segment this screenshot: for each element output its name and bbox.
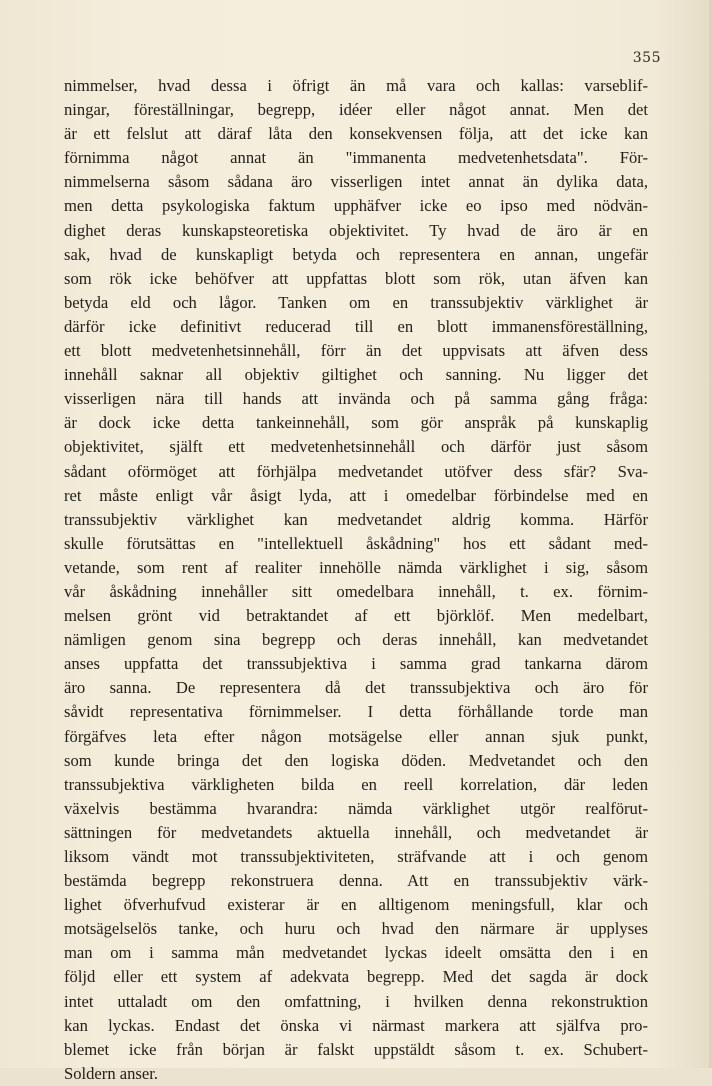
text-line: transsubjektiv värklighet kan medvetandet aldrig komma. Härför bbox=[64, 509, 648, 529]
text-line: sättningen för medvetandets aktuella innehåll, och medvetandet är bbox=[64, 822, 648, 842]
text-line: skulle förutsättas en "intellektuell åskådning" hos ett sådant med- bbox=[64, 533, 648, 553]
text-line: ett blott medvetenhetsinnehåll, förr än det uppvisats att äfven dess bbox=[64, 341, 648, 361]
text-line: är ett felslut att däraf låta den konsekvensen följa, att det icke kan bbox=[64, 124, 648, 144]
text-line: melsen grönt vid betraktandet af ett björklöf. Men medelbart, bbox=[64, 606, 648, 626]
text-line: dighet deras kunskapsteoretiska objektivitet. Ty hvad de äro är en bbox=[64, 220, 648, 240]
text-line: anses uppfatta det transsubjektiva i samma grad tankarna därom bbox=[64, 654, 648, 674]
text-line: man om i samma mån medvetandet lyckas ideelt omsätta den i en bbox=[64, 943, 648, 963]
text-line: transsubjektiva värkligheten bilda en reell korrelation, där leden bbox=[64, 774, 648, 794]
text-line: innehåll saknar all objektiv giltighet och sanning. Nu ligger det bbox=[64, 365, 648, 385]
text-line: lighet öfverhufvud existerar är en alltigenom meningsfull, klar och bbox=[64, 895, 648, 915]
text-line: kan lyckas. Endast det önska vi närmast markera att själfva pro- bbox=[64, 1015, 648, 1035]
text-line: liksom vändt mot transsubjektiviteten, sträfvande att i och genom bbox=[64, 847, 648, 866]
text-line: blemet icke från början är falskt uppstäldt såsom t. ex. Schubert- bbox=[64, 1039, 648, 1059]
text-line: förnimma något annat än "immanenta medvetenhetsdata". För- bbox=[64, 148, 648, 168]
text-line: Soldern anser. bbox=[64, 1063, 159, 1083]
text-line: motsägelselös tanke, och huru och hvad den närmare är upplyses bbox=[64, 919, 648, 939]
text-line: nimmelserna såsom sådana äro visserligen intet annat än dylika data, bbox=[64, 172, 648, 192]
text-line: bestämda begrepp rekonstruera denna. Att en transsubjektiv värk- bbox=[64, 871, 648, 891]
page-number: 355 bbox=[632, 50, 661, 66]
text-line: är dock icke detta tankeinnehåll, som gör anspråk på kunskaplig bbox=[64, 413, 648, 433]
text-line: betyda eld och lågor. Tanken om en transsubjektiv värklighet är bbox=[64, 292, 648, 312]
text-line: växelvis bestämma hvarandra: nämda värklighet utgör realförut- bbox=[64, 798, 648, 818]
text-line: nämligen genom sina begrepp och deras innehåll, kan medvetandet bbox=[64, 630, 648, 650]
text-line: visserligen nära till hands att invända och på samma gång fråga: bbox=[64, 389, 648, 409]
text-line: följd eller ett system af adekvata begrepp. Med det sagda är dock bbox=[64, 967, 648, 987]
text-line: intet uttaladt om den omfattning, i hvilken denna rekonstruktion bbox=[64, 991, 648, 1011]
text-line: ningar, föreställningar, begrepp, idéer eller något annat. Men det bbox=[64, 100, 648, 120]
text-line: därför icke definitivt reducerad till en blott immanensföreställning, bbox=[64, 316, 648, 336]
text-line: äro sanna. De representera då det transsubjektiva och äro för bbox=[64, 678, 648, 698]
text-line: vetande, som rent af realiter innehölle nämda värklighet i sig, såsom bbox=[64, 557, 648, 577]
text-line: objektivitet, själft ett medvetenhetsinnehåll och därför just såsom bbox=[64, 437, 648, 457]
text-line: sådant oförmöget att förhjälpa medvetandet utöfver dess sfär? Sva- bbox=[64, 461, 648, 481]
body-text bbox=[64, 74, 648, 1086]
text-line: sak, hvad de kunskapligt betyda och representera en annan, ungefär bbox=[64, 244, 648, 264]
text-line: men detta psykologiska faktum upphäfver icke eo ipso med nödvän- bbox=[64, 196, 648, 216]
text-line: såvidt representativa förnimmelser. I detta förhållande torde man bbox=[64, 702, 648, 722]
text-line: förgäfves leta efter någon motsägelse eller annan sjuk punkt, bbox=[64, 726, 648, 746]
text-line: ret måste enligt vår åsigt lyda, att i omedelbar förbindelse med en bbox=[64, 485, 648, 505]
text-line: vår åskådning innehåller sitt omedelbara innehåll, t. ex. förnim- bbox=[64, 581, 648, 601]
text-line: som rök icke behöfver att uppfattas blott som rök, utan äfven kan bbox=[64, 268, 648, 288]
text-line: som kunde bringa det den logiska döden. Medvetandet och den bbox=[64, 750, 648, 770]
text-line: nimmelser, hvad dessa i öfrigt än må vara och kallas: varseblif- bbox=[64, 76, 648, 95]
